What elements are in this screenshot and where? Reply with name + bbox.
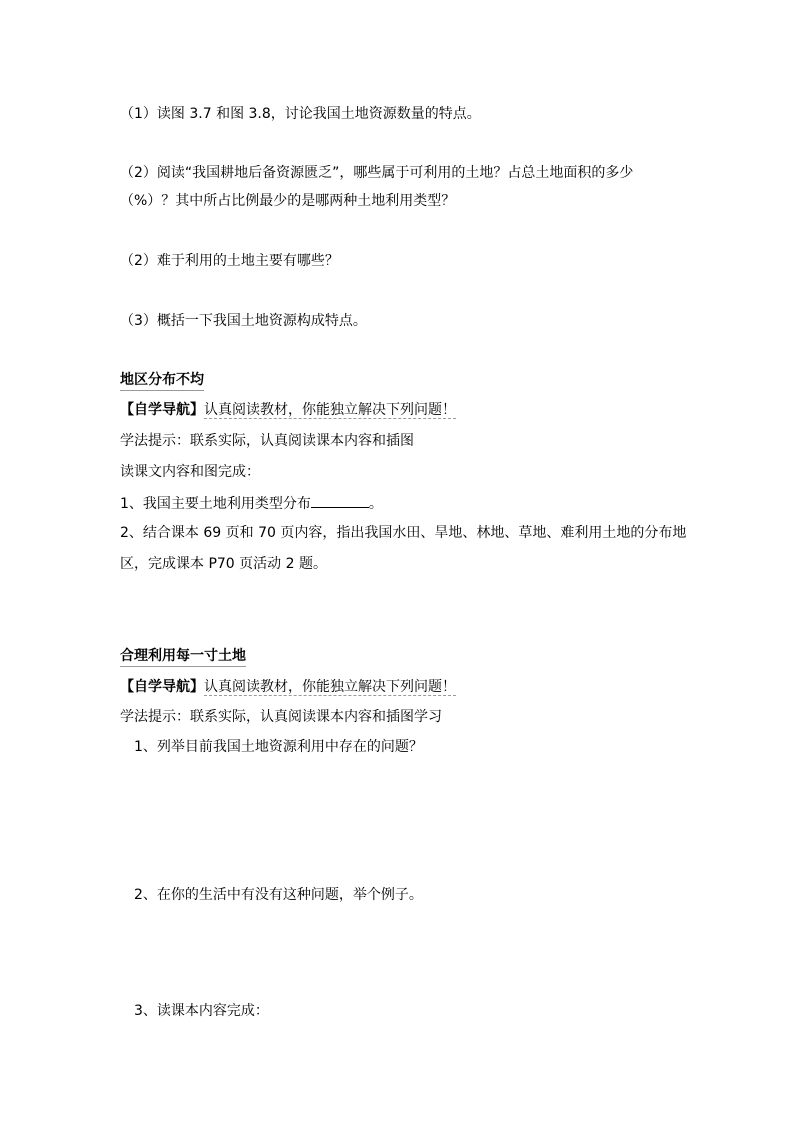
self-study-nav-1 bbox=[120, 400, 456, 420]
question-4: （3）概括一下我国土地资源构成特点。 bbox=[120, 313, 367, 329]
self-study-nav-2 bbox=[120, 677, 456, 697]
section3-item-1: 1、列举目前我国土地资源利用中存在的问题？ bbox=[134, 739, 423, 755]
question-3: （2）难于利用的土地主要有哪些？ bbox=[120, 253, 339, 269]
section-heading-rational-use: 合理利用每一寸土地 bbox=[120, 646, 246, 667]
self-study-nav-text: 认真阅读教材，你能独立解决下列问题！ bbox=[204, 402, 456, 418]
self-study-nav-tag: 【自学导航】 bbox=[120, 679, 204, 695]
study-tip-2: 学法提示：联系实际，认真阅读课本内容和插图学习 bbox=[120, 709, 442, 725]
section3-item-3: 3、读课本内容完成： bbox=[134, 1003, 269, 1019]
section-heading-regional-distribution: 地区分布不均 bbox=[120, 370, 204, 391]
section3-item-2: 2、在你的生活中有没有这种问题，举个例子。 bbox=[134, 887, 423, 903]
item-1-suffix: 。 bbox=[368, 496, 383, 512]
section2-item-2-line-2: 区，完成课本 P70 页活动 2 题。 bbox=[120, 556, 327, 572]
reading-instruction: 读课文内容和图完成： bbox=[120, 464, 260, 480]
study-tip-1: 学法提示：联系实际，认真阅读课本内容和插图 bbox=[120, 433, 414, 449]
question-2-line-1: （2）阅读“我国耕地后备资源匮乏”，哪些属于可利用的土地？占总土地面积的多少 bbox=[120, 165, 634, 181]
item-1-prefix: 1、我国主要土地利用类型分布 bbox=[120, 496, 311, 512]
self-study-nav-text: 认真阅读教材，你能独立解决下列问题！ bbox=[204, 679, 456, 695]
section2-item-1 bbox=[120, 493, 383, 514]
fill-blank[interactable] bbox=[311, 493, 369, 508]
self-study-nav-tag: 【自学导航】 bbox=[120, 402, 204, 418]
section2-item-2-line-1: 2、结合课本 69 页和 70 页内容，指出我国水田、旱地、林地、草地、难利用土地的分布地 bbox=[120, 525, 687, 541]
question-2-line-2: （%）？其中所占比例最少的是哪两种土地利用类型？ bbox=[120, 193, 456, 209]
question-1: （1）读图 3.7 和图 3.8，讨论我国土地资源数量的特点。 bbox=[120, 106, 481, 122]
